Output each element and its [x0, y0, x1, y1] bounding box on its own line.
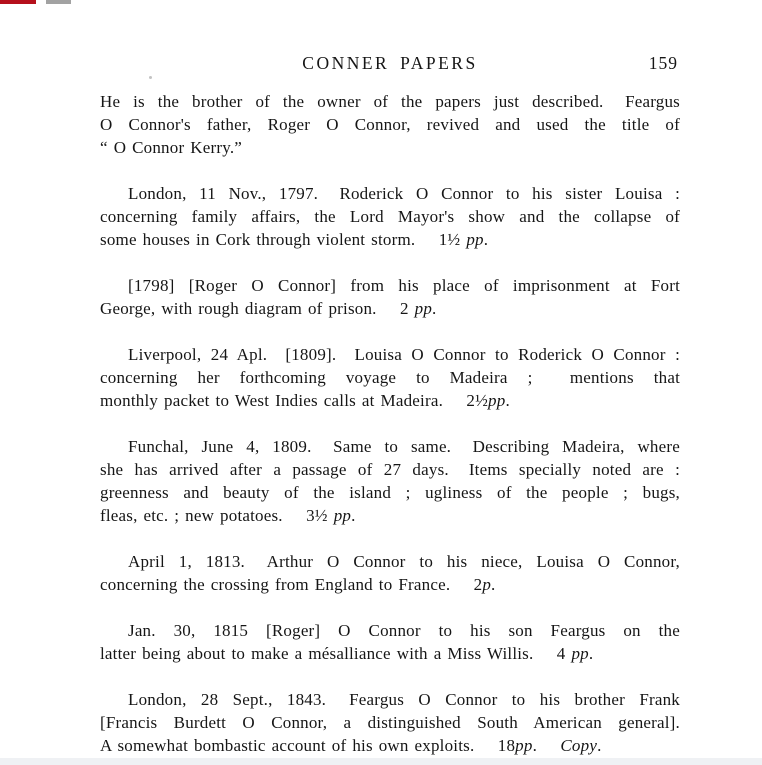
text-segment: [1798] [Roger O Connor] from his place of imprisonment at Fort — [128, 276, 680, 295]
text-segment: London, 28 Sept., 1843. Feargus O Connor to his brother Frank — [128, 690, 680, 709]
text-segment: greenness and beauty of the island ; ugliness of the people ; bugs, — [100, 483, 680, 502]
text-line — [100, 113, 680, 136]
text-line — [100, 504, 680, 527]
text-segment: . — [532, 736, 561, 755]
text-line — [100, 136, 680, 159]
italic-text-segment: pp — [571, 644, 589, 663]
text-segment: . — [505, 391, 510, 410]
text-segment: April 1, 1813. Arthur O Connor to his niece, Louisa O Connor, — [128, 552, 680, 571]
text-line — [100, 274, 680, 297]
text-segment: . — [491, 575, 496, 594]
text-line — [100, 343, 680, 366]
page-title: CONNER PAPERS — [302, 53, 478, 73]
text-line — [100, 366, 680, 389]
text-segment: concerning her forthcoming voyage to Madeira ; mentions that — [100, 368, 680, 387]
text-segment: . — [351, 506, 356, 525]
text-line — [100, 642, 680, 665]
text-line — [100, 481, 680, 504]
red-accent-bar — [0, 0, 36, 4]
text-segment: . — [588, 644, 594, 663]
text-line — [100, 734, 680, 757]
text-segment: O Connor's father, Roger O Connor, revived and used the title of — [100, 115, 680, 134]
text-line — [100, 573, 680, 596]
bottom-edge-strip — [0, 758, 762, 765]
text-segment: . — [432, 299, 437, 318]
text-line — [100, 297, 680, 320]
italic-text-segment: pp — [414, 299, 433, 318]
text-segment: Funchal, June 4, 1809. Same to same. Describing Madeira, where — [128, 437, 680, 456]
paragraph — [100, 688, 680, 757]
paragraph — [100, 274, 680, 320]
text-segment: He is the brother of the owner of the papers just described. Feargus — [100, 92, 680, 111]
italic-text-segment: pp — [515, 736, 533, 755]
paragraph — [100, 619, 680, 665]
text-segment: some houses in Cork through violent storm. 1½ — [100, 230, 467, 249]
text-line — [100, 389, 680, 412]
paragraph — [100, 435, 680, 527]
italic-text-segment: pp — [488, 391, 506, 410]
paragraph — [100, 182, 680, 251]
paragraph — [100, 550, 680, 596]
text-line — [100, 228, 680, 251]
running-head — [100, 53, 680, 75]
text-segment: A somewhat bombastic account of his own exploits. 18 — [100, 736, 516, 755]
text-segment: monthly packet to West Indies calls at Madeira. 2½ — [100, 391, 489, 410]
italic-text-segment: pp — [333, 506, 352, 525]
text-line — [100, 458, 680, 481]
text-segment: [Francis Burdett O Connor, a distinguished South American general]. — [100, 713, 680, 732]
text-segment: latter being about to make a mésalliance with a Miss Willis. 4 — [100, 644, 572, 663]
text-segment: Jan. 30, 1815 [Roger] O Connor to his son Feargus on the — [128, 621, 680, 640]
text-segment: fleas, etc. ; new potatoes. 3½ — [100, 506, 334, 525]
scan-speck — [149, 76, 152, 79]
text-block — [100, 90, 680, 757]
text-segment: she has arrived after a passage of 27 days. Items specially noted are : — [100, 460, 680, 479]
text-line — [100, 182, 680, 205]
text-line — [100, 205, 680, 228]
italic-text-segment: p — [482, 575, 492, 594]
text-line — [100, 688, 680, 711]
text-segment: . — [597, 736, 602, 755]
text-segment: London, 11 Nov., 1797. Roderick O Connor to his sister Louisa : — [128, 184, 680, 203]
paragraph — [100, 90, 680, 159]
paragraph — [100, 343, 680, 412]
text-segment: concerning the crossing from England to France. 2 — [100, 575, 483, 594]
text-segment: Liverpool, 24 Apl. [1809]. Louisa O Connor to Roderick O Connor : — [128, 345, 680, 364]
text-line — [100, 619, 680, 642]
text-line — [100, 550, 680, 573]
gray-accent-bar — [46, 0, 71, 4]
text-line — [100, 90, 680, 113]
italic-text-segment: Copy — [560, 736, 598, 755]
text-line — [100, 711, 680, 734]
text-segment: concerning family affairs, the Lord Mayor's show and the collapse of — [100, 207, 680, 226]
text-line — [100, 435, 680, 458]
text-segment: . — [483, 230, 489, 249]
text-segment: “ O Connor Kerry.” — [100, 138, 243, 157]
page-number: 159 — [648, 53, 678, 73]
italic-text-segment: pp — [466, 230, 484, 249]
text-segment: George, with rough diagram of prison. 2 — [100, 299, 415, 318]
